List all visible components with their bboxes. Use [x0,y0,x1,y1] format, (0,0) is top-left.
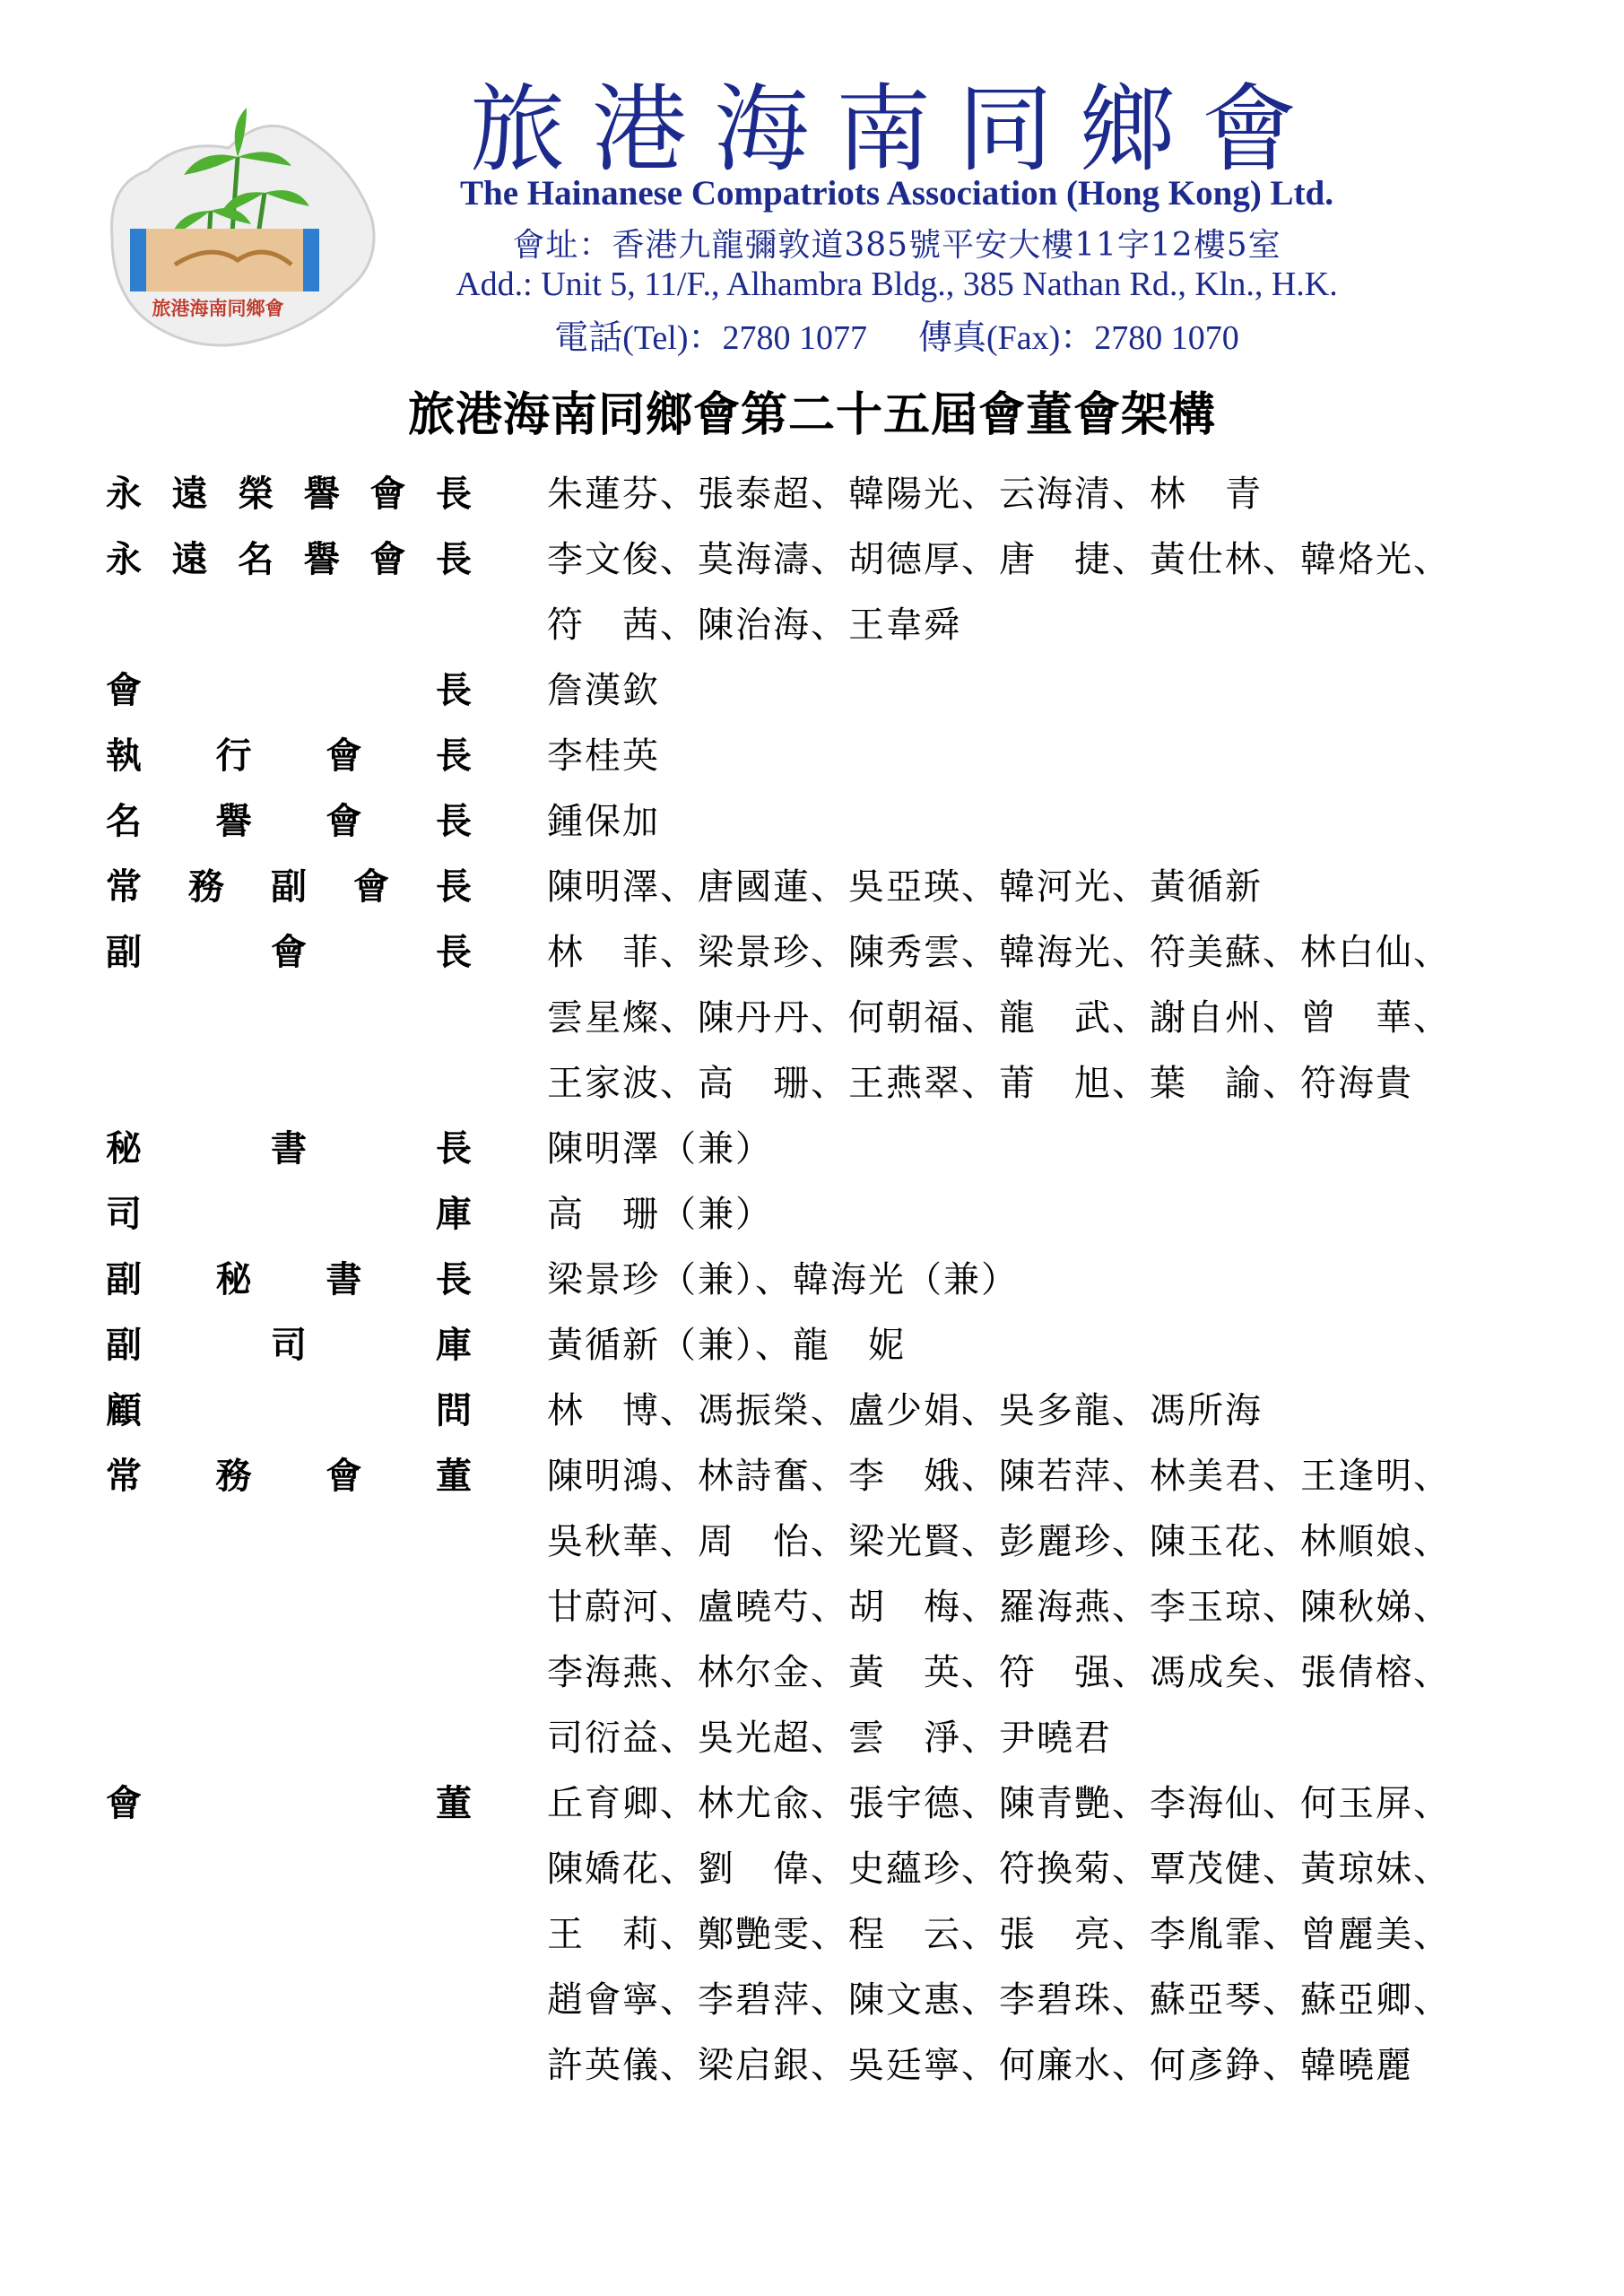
role-title-char: 長 [436,932,472,973]
role-title-char: 問 [436,1390,472,1431]
role-title-char: 譽 [303,539,340,580]
role-title-char: 秘 [106,1128,142,1170]
role-title-char: 榮 [238,474,274,515]
role-title-char: 務 [215,1456,252,1497]
role-title-char: 名 [106,801,142,842]
role-title [106,527,482,593]
roster-row [106,658,1594,724]
member-names [547,724,1569,789]
member-names-line: 陳明澤（兼） [547,1128,773,1170]
role-title-char: 永 [106,474,142,515]
roster-row [106,1444,1594,1771]
member-names-line: 李海燕、林尔金、黃 英、符 强、馮成矣、張倩榕、 [547,1652,1451,1693]
role-title [106,1313,482,1378]
member-names [547,658,1569,724]
role-title-char: 譽 [303,474,340,515]
roster-row [106,1771,1594,2099]
role-title [106,1771,482,1837]
role-title-char: 會 [353,866,389,908]
member-names-line: 司衍益、吳光超、雲 淨、尹曉君 [547,1718,1112,1759]
member-names-line: 林 博、馮振榮、盧少娟、吳多龍、馮所海 [547,1390,1263,1431]
member-names [547,1117,1569,1182]
role-title-char: 會 [106,1783,142,1824]
member-names-line: 詹漢欽 [547,670,660,711]
role-title [106,658,482,724]
member-names-line: 黃循新（兼）、龍 妮 [547,1325,906,1366]
role-title [106,789,482,855]
role-title-char: 副 [106,1325,142,1366]
association-logo [94,85,390,363]
role-title [106,1182,482,1248]
member-names-line: 王 莉、鄭艷雯、程 云、張 亮、李胤霏、曾麗美、 [547,1914,1451,1955]
role-title [106,1378,482,1444]
member-names [547,855,1569,920]
role-title-char: 副 [106,1259,142,1300]
roster-row [106,1313,1594,1378]
role-title-char: 顧 [106,1390,142,1431]
document-title: 旅港海南同鄉會第二十五屆會董會架構 [407,388,1216,442]
org-name-english: The Hainanese Compatriots Association (Hong Kong) Ltd. [460,174,1333,213]
member-names-line: 許英儀、梁启銀、吳廷寧、何廉水、何彥錚、韓曉麗 [547,2045,1413,2086]
role-title-char: 庫 [436,1325,472,1366]
roster-row [106,920,1594,1117]
role-title [106,1444,482,1509]
member-names-line: 李桂英 [547,735,660,777]
member-names-line: 陳明澤、唐國蓮、吳亞瑛、韓河光、黃循新 [547,866,1263,908]
roster-row [106,1378,1594,1444]
role-title-char: 遠 [171,539,208,580]
role-title-char: 會 [326,801,362,842]
org-name-chinese: 旅港海南同鄉會 [470,74,1324,185]
member-names-line: 梁景珍（兼）、韓海光（兼） [547,1259,1019,1300]
role-title-char: 長 [436,670,472,711]
member-names [547,1248,1569,1313]
roster-row [106,1117,1594,1182]
role-title-char: 遠 [171,474,208,515]
member-names [547,1771,1569,2099]
role-title-char: 會 [106,670,142,711]
role-title-char: 永 [106,539,142,580]
role-title-char: 務 [188,866,224,908]
role-title-char: 譽 [215,801,252,842]
role-title-char: 董 [436,1783,472,1824]
member-names [547,1313,1569,1378]
role-title-char: 長 [435,474,472,515]
member-names [547,789,1569,855]
member-names [547,1182,1569,1248]
roster-row [106,462,1594,527]
role-title [106,462,482,527]
role-title-char: 書 [326,1259,362,1300]
member-names-line: 高 珊（兼） [547,1194,773,1235]
member-names [547,462,1569,527]
role-title [106,1248,482,1313]
role-title-char: 董 [435,1456,472,1497]
roster-row [106,1182,1594,1248]
role-title [106,855,482,920]
role-title-char: 司 [271,1325,307,1366]
address-english: Add.: Unit 5, 11/F., Alhambra Bldg., 385 Nathan Rd., Kln., H.K. [456,265,1338,303]
committee-roster [106,462,1594,2099]
member-names-line: 丘育卿、林尤兪、張宇德、陳青艷、李海仙、何玉屏、 [547,1783,1451,1824]
role-title-char: 長 [435,801,472,842]
role-title-char: 長 [435,735,472,777]
member-names-line: 陳嬌花、劉 偉、史蘊珍、符換菊、覃茂健、黃琼妹、 [547,1848,1451,1890]
member-names-line: 陳明鴻、林詩奮、李 娥、陳若萍、林美君、王逢明、 [547,1456,1451,1497]
member-names-line: 林 菲、梁景珍、陳秀雲、韓海光、符美蘇、林白仙、 [547,932,1451,973]
roster-row [106,724,1594,789]
role-title-char: 長 [435,1259,472,1300]
member-names-line: 雲星燦、陳丹丹、何朝福、龍 武、謝自州、曾 華、 [547,997,1451,1039]
member-names [547,920,1569,1117]
member-names-line: 趙會寧、李碧萍、陳文惠、李碧珠、蘇亞琴、蘇亞卿、 [547,1979,1451,2021]
role-title [106,1117,482,1182]
roster-row [106,527,1594,658]
role-title [106,920,482,986]
role-title-char: 執 [106,735,142,777]
role-title-char: 會 [326,1456,362,1497]
role-title [106,724,482,789]
role-title-char: 書 [271,1128,307,1170]
role-title-char: 行 [215,735,252,777]
role-title-char: 長 [435,539,472,580]
member-names-line: 鍾保加 [547,801,660,842]
roster-row [106,1248,1594,1313]
member-names-line: 朱蓮芬、張泰超、韓陽光、云海清、林 青 [547,474,1263,515]
role-title-char: 長 [436,1128,472,1170]
address-chinese: 會址：香港九龍彌敦道385號平安大樓11字12樓5室 [512,227,1281,264]
role-title-char: 庫 [436,1194,472,1235]
role-title-char: 會 [271,932,307,973]
role-title-char: 司 [106,1194,142,1235]
member-names [547,527,1569,658]
roster-row [106,789,1594,855]
logo-caption: 旅港海南同鄉會 [152,298,284,319]
role-title-char: 會 [369,539,406,580]
role-title-char: 副 [106,932,142,973]
member-names [547,1378,1569,1444]
role-title-char: 名 [238,539,274,580]
role-title-char: 秘 [215,1259,252,1300]
role-title-char: 會 [369,474,406,515]
member-names [547,1444,1569,1771]
tel-fax-line: 電話(Tel)：2780 1077 傳真(Fax)：2780 1070 [554,319,1239,357]
member-names-line: 李文俊、莫海濤、胡德厚、唐 捷、黃仕林、韓烙光、 [547,539,1451,580]
role-title-char: 常 [106,866,142,908]
role-title-char: 副 [271,866,307,908]
member-names-line: 甘蔚河、盧曉芍、胡 梅、羅海燕、李玉琼、陳秋娣、 [547,1587,1451,1628]
member-names-line: 王家波、高 珊、王燕翠、莆 旭、葉 諭、符海貴 [547,1063,1413,1104]
member-names-line: 符 茜、陳治海、王韋舜 [547,604,961,646]
member-names-line: 吳秋華、周 怡、梁光賢、彭麗珍、陳玉花、林順娘、 [547,1521,1451,1562]
role-title-char: 長 [436,866,472,908]
role-title-char: 常 [106,1456,142,1497]
roster-row [106,855,1594,920]
role-title-char: 會 [326,735,362,777]
